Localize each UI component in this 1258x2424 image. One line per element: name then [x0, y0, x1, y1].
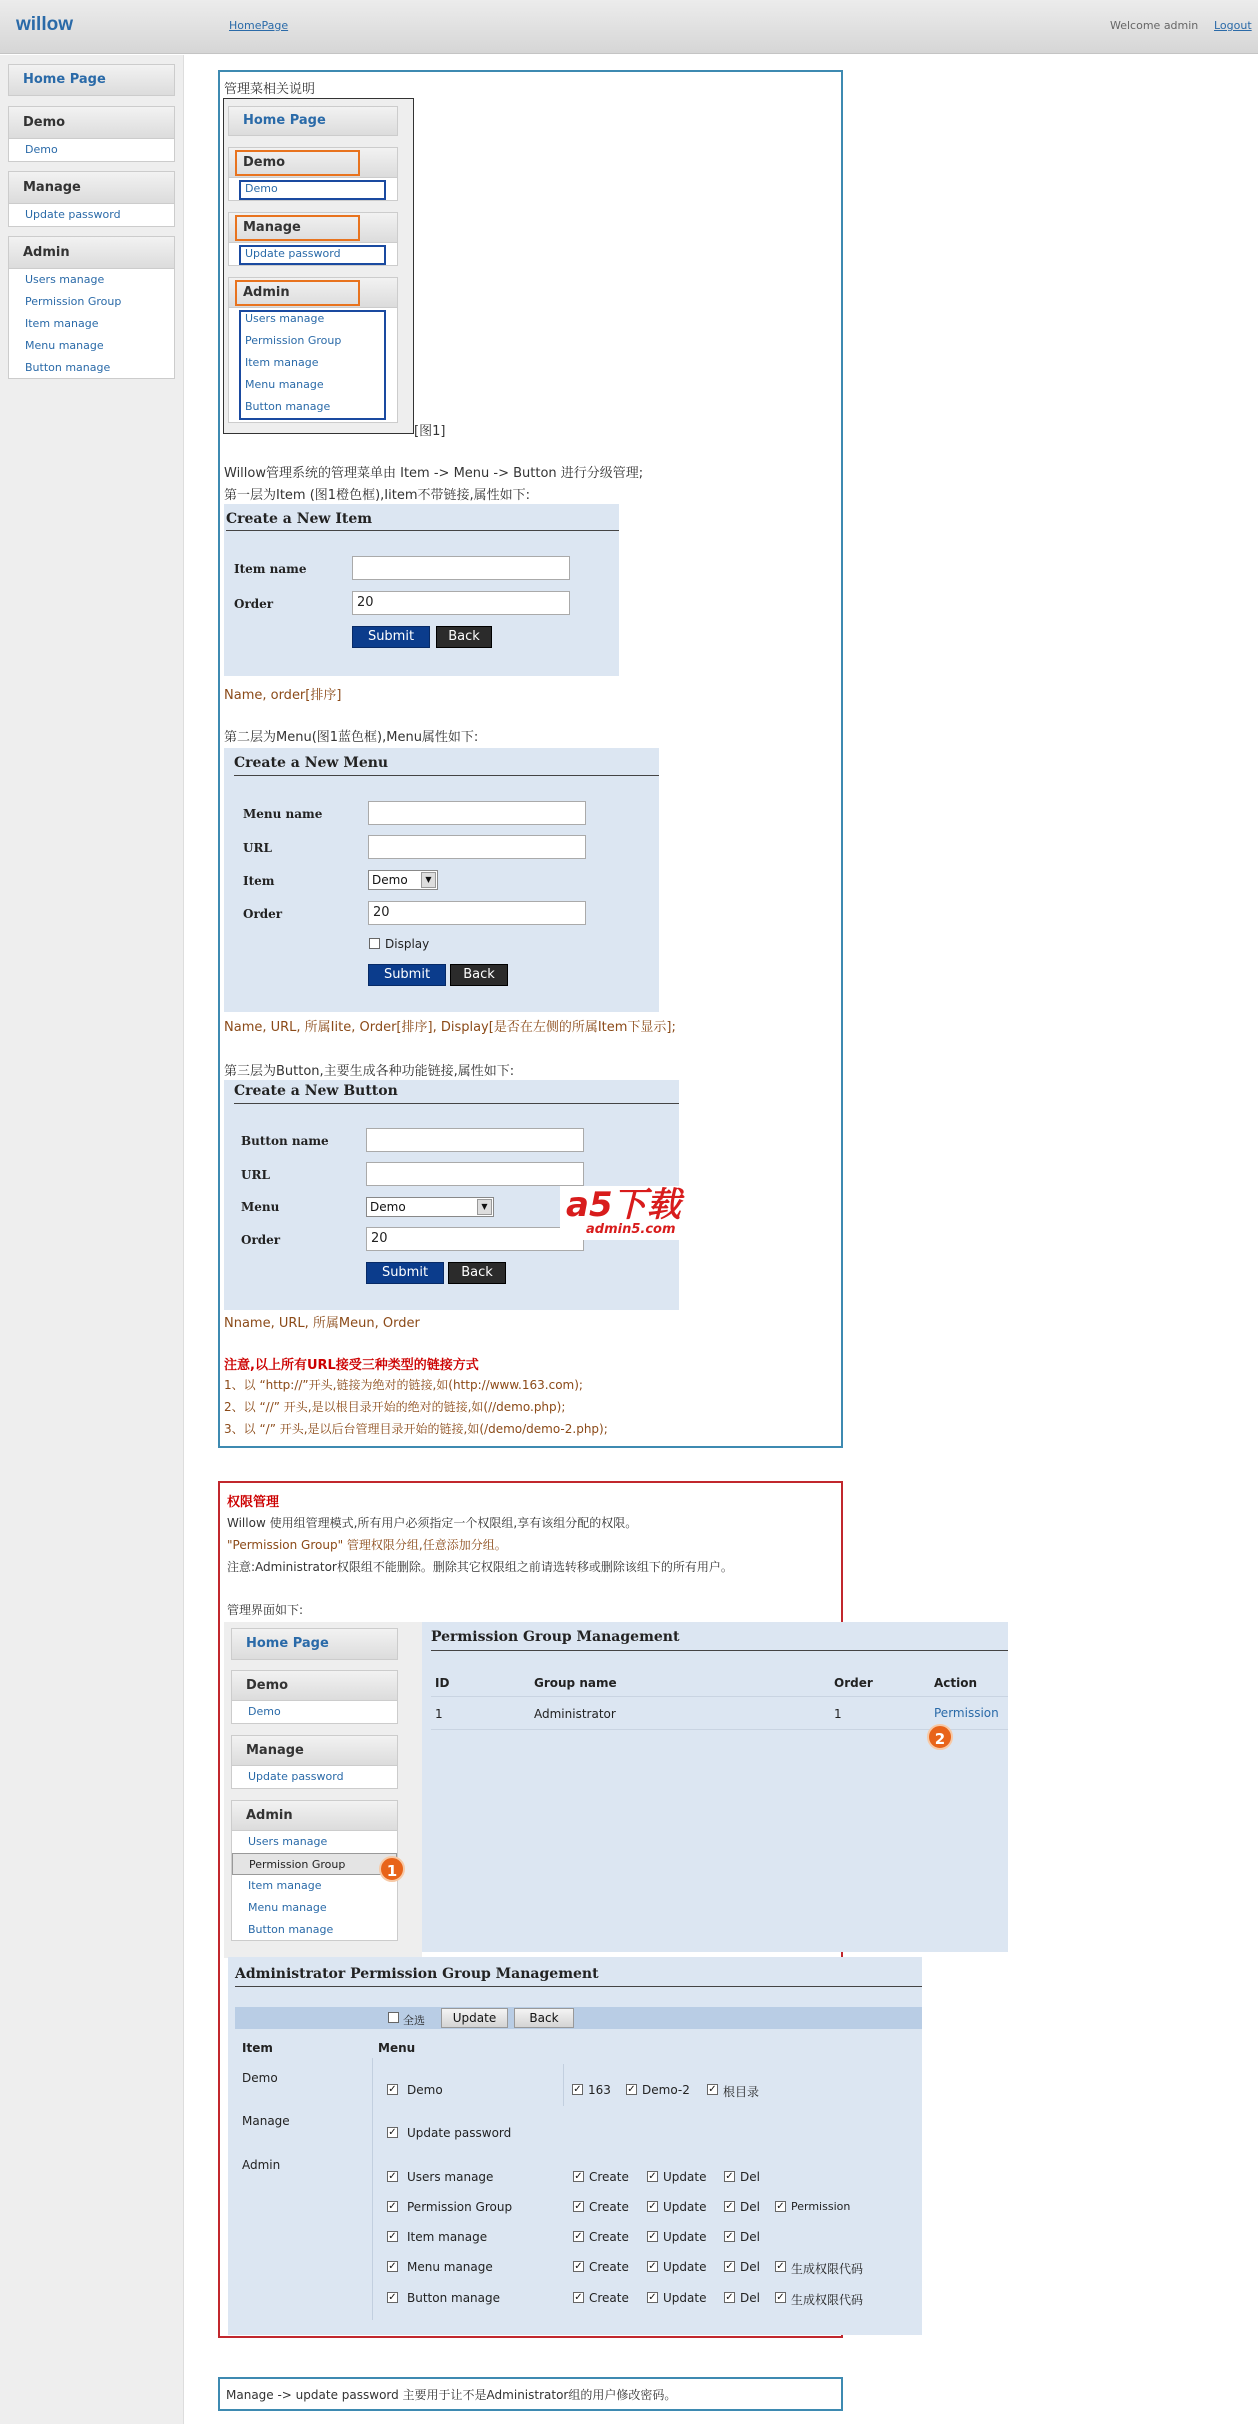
layer3-text: 第三层为Button,主要生成各种功能链接,属性如下: [224, 1064, 515, 1079]
item-name-input[interactable] [352, 556, 570, 580]
perm-menu-label: Users manage [407, 2170, 494, 2184]
menu-submit-button[interactable]: Submit [368, 964, 446, 986]
perm-button-label: 163 [588, 2083, 611, 2097]
admin-pg-col-item: Item [242, 2041, 273, 2055]
menu-url-input[interactable] [368, 835, 586, 859]
callout-badge-2: 2 [927, 1724, 953, 1750]
perm-button-label: Create [589, 2170, 629, 2184]
admin-pg-title: Administrator Permission Group Management [235, 1966, 599, 1982]
sidebar-item-button-manage[interactable]: Button manage [25, 361, 111, 374]
perm-button-checkbox[interactable]: ✓ [574, 2201, 583, 2212]
perm-button-label: Update [663, 2170, 707, 2184]
admin-pg-col-divider [372, 2058, 373, 2320]
pg-col-id: ID [435, 1676, 450, 1690]
menu-name-input[interactable] [368, 801, 586, 825]
item-order-label: Order [234, 597, 274, 611]
item-name-label: Item name [234, 562, 307, 576]
button-menu-select-value: Demo [370, 1200, 406, 1214]
perm-row-item-label: Admin [242, 2158, 281, 2172]
ss2-item-demo: Demo [248, 1705, 281, 1718]
select-all-label: 全选 [403, 2014, 425, 2027]
ss2-item-update-password: Update password [248, 1770, 344, 1783]
pg-table-title: Permission Group Management [431, 1629, 680, 1645]
perm-menu-checkbox[interactable]: ✓ [388, 2261, 397, 2272]
perm-button-label: Del [740, 2260, 760, 2274]
perm-button-checkbox[interactable]: ✓ [725, 2171, 734, 2182]
menu-intro: Willow管理系统的管理菜单由 Item -> Menu -> Button 进行分级管理; [224, 466, 644, 481]
perm-button-label: Create [589, 2200, 629, 2214]
pg-col-order: Order [834, 1676, 873, 1690]
fig1-item-menu-manage: Menu manage [245, 378, 324, 391]
menu-order-input[interactable]: 20 [368, 901, 586, 925]
perm-menu-checkbox[interactable]: ✓ [388, 2231, 397, 2242]
ss2-home-label: Home Page [232, 1629, 397, 1659]
sidebar-item-menu-manage[interactable]: Menu manage [25, 339, 104, 352]
ss2-home [231, 1628, 398, 1660]
footer-note: Manage -> update password 主要用于让不是Administrator组的用户修改密码。 [226, 2388, 677, 2402]
perm-button-checkbox[interactable]: ✓ [648, 2171, 657, 2182]
admin-pg-back-button[interactable]: Back [514, 2008, 574, 2028]
display-checkbox[interactable] [369, 938, 380, 949]
permission-line-3: 注意:Administrator权限组不能删除。删除其它权限组之前请选转移或删除该组下的所有用户。 [227, 1560, 733, 1574]
left-sidebar [0, 55, 184, 2424]
sidebar-item-permission-group[interactable]: Permission Group [25, 295, 122, 308]
perm-button-label: Update [663, 2291, 707, 2305]
notice-line-1: 1、以 “http://”开头,链接为绝对的链接,如(http://www.163.com); [224, 1378, 583, 1392]
form-title: Create a New Button [234, 1083, 398, 1099]
pg-table-panel [422, 1622, 1008, 1952]
fig1-orange-box-manage [235, 215, 360, 241]
perm-menu-checkbox[interactable]: ✓ [388, 2084, 397, 2095]
sidebar-group-title: Manage [9, 172, 174, 204]
form-title: Create a New Menu [234, 755, 389, 771]
create-menu-form [224, 748, 659, 1012]
perm-button-checkbox[interactable]: ✓ [725, 2201, 734, 2212]
admin-pg-col-menu: Menu [378, 2041, 416, 2055]
fig1-item-demo: Demo [245, 182, 278, 195]
perm-menu-label: Permission Group [407, 2200, 513, 2214]
perm-menu-label: Demo [407, 2083, 443, 2097]
perm-menu-checkbox[interactable]: ✓ [388, 2292, 397, 2303]
fig1-item-permission-group: Permission Group [245, 334, 342, 347]
button-url-input[interactable] [366, 1162, 584, 1186]
fig1-blue-box-manage [239, 245, 386, 265]
sidebar-item-item-manage[interactable]: Item manage [25, 317, 99, 330]
layer1-text: 第一层为Item (图1橙色框),Iitem不带链接,属性如下: [224, 488, 530, 503]
display-label: Display [385, 937, 430, 951]
admin-pg-update-button[interactable]: Update [441, 2008, 508, 2028]
button-menu-select[interactable] [366, 1197, 494, 1217]
table-row [431, 1696, 1008, 1730]
admin-pg-demo-divider [563, 2064, 564, 2106]
perm-button-label: Update [663, 2200, 707, 2214]
fig1-orange-box-demo [235, 150, 360, 176]
perm-button-label: Create [589, 2230, 629, 2244]
menu-section-heading: 管理菜相关说明 [224, 82, 316, 97]
admin-pg-title-divider [235, 1986, 922, 1987]
form-title-divider [234, 1103, 679, 1104]
button-back-button[interactable]: Back [448, 1262, 506, 1284]
perm-button-checkbox[interactable]: ✓ [648, 2201, 657, 2212]
perm-menu-label: Menu manage [407, 2260, 493, 2274]
perm-button-label: Del [740, 2230, 760, 2244]
permission-line-1: Willow 使用组管理模式,所有用户必须指定一个权限组,享有该组分配的权限。 [227, 1516, 638, 1530]
button-name-label: Button name [241, 1134, 329, 1148]
ss2-group-manage [231, 1735, 398, 1789]
perm-button-label: Del [740, 2291, 760, 2305]
ss2-item-button-manage: Button manage [248, 1923, 334, 1936]
brand-logo[interactable]: willow [16, 14, 73, 35]
form-title-divider [234, 775, 659, 776]
menu-order-label: Order [243, 907, 283, 921]
menu-item-select[interactable] [368, 870, 438, 890]
perm-button-label: Permission [791, 2200, 851, 2213]
pg-col-group-name: Group name [534, 1676, 617, 1690]
fig1-home-label: Home Page [229, 107, 397, 135]
perm-button-checkbox[interactable]: ✓ [776, 2261, 785, 2272]
sidebar-home-label[interactable]: Home Page [9, 65, 174, 95]
form-title: Create a New Item [226, 511, 373, 527]
perm-button-checkbox[interactable]: ✓ [708, 2084, 717, 2095]
button-menu-label: Menu [241, 1200, 280, 1214]
homepage-link[interactable]: HomePage [229, 19, 289, 32]
watermark-sub-text: admin5.com [586, 1222, 676, 1237]
fig1-orange-box-admin [235, 280, 360, 306]
pg-row-permission-link[interactable]: Permission [934, 1706, 999, 1720]
perm-button-label: Del [740, 2200, 760, 2214]
ss2-group-title: Admin [232, 1801, 397, 1831]
perm-button-checkbox[interactable]: ✓ [725, 2231, 734, 2242]
menu-back-button[interactable]: Back [450, 964, 508, 986]
item-back-button[interactable]: Back [436, 626, 492, 648]
perm-row-item-label: Manage [242, 2114, 290, 2128]
perm-button-label: Create [589, 2291, 629, 2305]
ss2-item-menu-manage: Menu manage [248, 1901, 327, 1914]
item-submit-button[interactable]: Submit [352, 626, 430, 648]
perm-menu-checkbox[interactable]: ✓ [388, 2171, 397, 2182]
ss2-group-admin [231, 1800, 398, 1941]
perm-button-checkbox[interactable]: ✓ [648, 2261, 657, 2272]
fig1-item-update-password: Update password [245, 247, 341, 260]
fig1-blue-box-admin [239, 310, 386, 420]
perm-button-checkbox[interactable]: ✓ [725, 2292, 734, 2303]
perm-button-checkbox[interactable]: ✓ [627, 2084, 636, 2095]
perm-button-label: Update [663, 2230, 707, 2244]
perm-row-item-label: Demo [242, 2071, 278, 2085]
perm-button-checkbox[interactable]: ✓ [573, 2084, 582, 2095]
top-bar [0, 0, 1258, 54]
button-order-label: Order [241, 1233, 281, 1247]
perm-button-checkbox[interactable]: ✓ [574, 2261, 583, 2272]
perm-button-checkbox[interactable]: ✓ [648, 2231, 657, 2242]
menu-name-label: Menu name [243, 807, 323, 821]
perm-button-label: Update [663, 2260, 707, 2274]
permission-line-2: "Permission Group" 管理权限分组,任意添加分组。 [227, 1538, 507, 1552]
menu-item-select-value: Demo [372, 873, 408, 887]
button-url-label: URL [241, 1168, 270, 1182]
fig1-item-users-manage: Users manage [245, 312, 325, 325]
perm-button-checkbox[interactable]: ✓ [776, 2201, 785, 2212]
sidebar-group-demo [8, 106, 175, 162]
sidebar-home[interactable] [8, 64, 175, 96]
layer1-note: Name, order[排序] [224, 688, 342, 703]
fig1-item-button-manage: Button manage [245, 400, 331, 413]
ss2-group-title: Demo [232, 1671, 397, 1701]
item-order-input[interactable]: 20 [352, 591, 570, 615]
notice-line-3: 3、以 “/” 开头,是以后台管理目录开始的链接,如(/demo/demo-2.php); [224, 1422, 608, 1436]
perm-button-label: Del [740, 2170, 760, 2184]
fig1-item-item-manage: Item manage [245, 356, 319, 369]
layer2-note: Name, URL, 所属Iite, Order[排序], Display[是否在左侧的所属Item下显示]; [224, 1020, 676, 1035]
create-item-form [224, 504, 619, 676]
sidebar-group-title: Demo [9, 107, 174, 139]
perm-button-checkbox[interactable]: ✓ [648, 2292, 657, 2303]
perm-button-checkbox[interactable]: ✓ [776, 2292, 785, 2303]
callout-badge-1: 1 [379, 1856, 405, 1882]
perm-button-label: Create [589, 2260, 629, 2274]
perm-button-label: 生成权限代码 [791, 2293, 864, 2307]
perm-button-checkbox[interactable]: ✓ [574, 2171, 583, 2182]
fig1-blue-box-demo [239, 180, 386, 200]
layer2-text: 第二层为Menu(图1蓝色框),Menu属性如下: [224, 730, 479, 745]
perm-button-label: 生成权限代码 [791, 2262, 864, 2276]
notice-title: 注意,以上所有URL接受三种类型的链接方式 [224, 1358, 479, 1373]
sidebar-item-demo[interactable]: Demo [25, 143, 58, 156]
button-submit-button[interactable]: Submit [366, 1262, 444, 1284]
admin-pg-toolbar [235, 2007, 922, 2029]
layer3-note: Nname, URL, 所属Meun, Order [224, 1316, 420, 1331]
chevron-down-icon: ▼ [421, 872, 436, 888]
perm-button-checkbox[interactable]: ✓ [574, 2231, 583, 2242]
watermark-main-text: a5下载 [566, 1185, 681, 1225]
notice-line-2: 2、以 “//” 开头,是以根目录开始的绝对的链接,如(//demo.php); [224, 1400, 566, 1414]
menu-item-label: Item [243, 874, 275, 888]
sidebar-item-update-password[interactable]: Update password [25, 208, 121, 221]
ss2-group-title: Manage [232, 1736, 397, 1766]
fig1-group-title: Admin [229, 278, 397, 308]
button-order-input[interactable]: 20 [366, 1227, 584, 1251]
sidebar-item-users-manage[interactable]: Users manage [25, 273, 105, 286]
sidebar-group-title: Admin [9, 237, 174, 269]
welcome-text: Welcome admin [1110, 19, 1199, 32]
pg-col-action: Action [934, 1676, 978, 1690]
ss2-item-permission-group-active: Permission Group [232, 1853, 397, 1875]
figure-1-label: [图1] [414, 424, 446, 439]
fig1-group-title: Manage [229, 213, 397, 243]
perm-button-checkbox[interactable]: ✓ [574, 2292, 583, 2303]
permission-heading: 权限管理 [227, 1495, 280, 1510]
ss2-item-users-manage: Users manage [248, 1835, 328, 1848]
button-name-input[interactable] [366, 1128, 584, 1152]
ss2-group-demo [231, 1670, 398, 1724]
logout-link[interactable]: Logout [1214, 19, 1252, 32]
sidebar-group-manage [8, 171, 175, 227]
pg-title-divider [431, 1650, 1008, 1651]
fig1-home [228, 106, 398, 136]
pg-row-name: Administrator [534, 1707, 616, 1721]
permission-ui-label: 管理界面如下: [227, 1603, 304, 1617]
chevron-down-icon: ▼ [477, 1199, 492, 1215]
pg-row-id: 1 [435, 1707, 443, 1721]
ss2-item-item-manage: Item manage [248, 1879, 322, 1892]
perm-menu-label: Button manage [407, 2291, 501, 2305]
perm-menu-label: Item manage [407, 2230, 488, 2244]
select-all-checkbox[interactable] [388, 2012, 399, 2023]
perm-button-label: Demo-2 [642, 2083, 690, 2097]
perm-menu-label: Update password [407, 2126, 512, 2140]
perm-button-checkbox[interactable]: ✓ [725, 2261, 734, 2272]
fig1-group-title: Demo [229, 148, 397, 178]
pg-row-order: 1 [834, 1707, 842, 1721]
admin5-watermark-logo [560, 1186, 700, 1240]
perm-menu-checkbox[interactable]: ✓ [388, 2127, 397, 2138]
perm-menu-checkbox[interactable]: ✓ [388, 2201, 397, 2212]
perm-button-label: 根目录 [723, 2085, 760, 2099]
menu-url-label: URL [243, 841, 272, 855]
sidebar-group-admin [8, 236, 175, 379]
form-title-divider [226, 530, 619, 531]
